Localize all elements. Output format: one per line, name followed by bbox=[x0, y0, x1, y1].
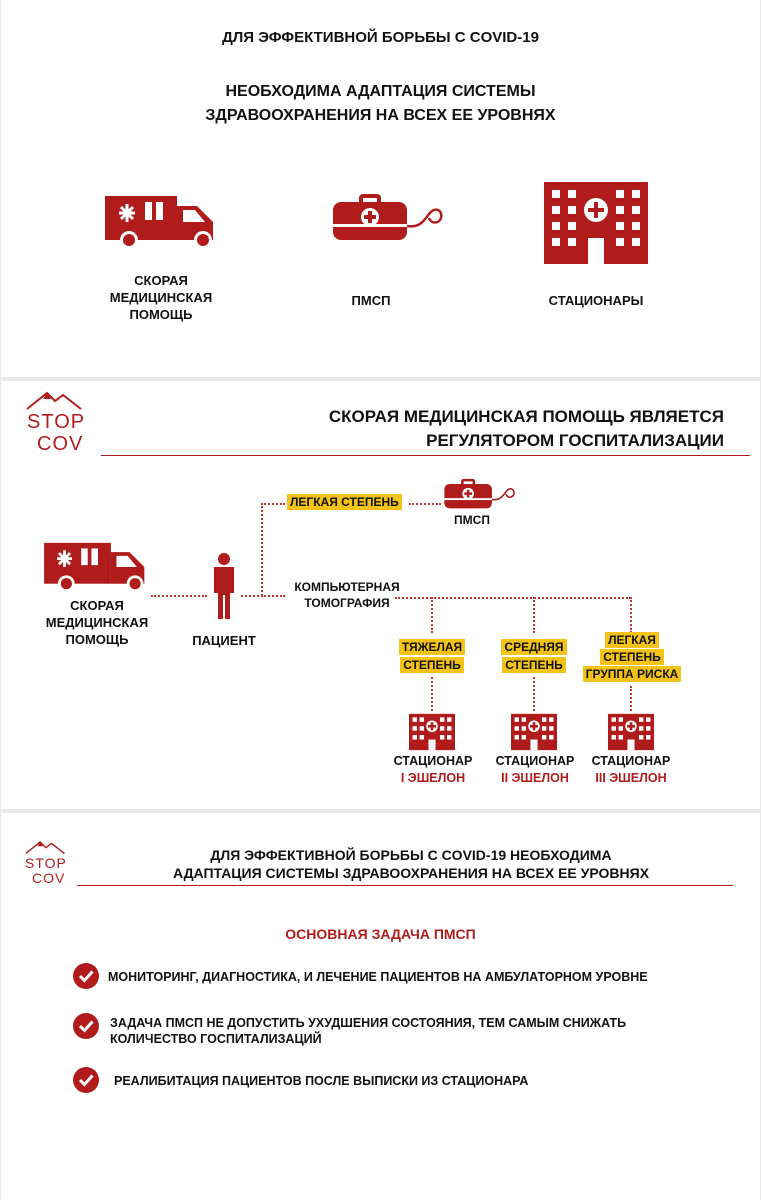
title-underline bbox=[101, 455, 750, 456]
task-item-2-line2: КОЛИЧЕСТВО ГОСПИТАЛИЗАЦИЙ bbox=[110, 1032, 322, 1046]
echelon-label-1: I ЭШЕЛОН bbox=[400, 771, 466, 785]
echelon-label-2: II ЭШЕЛОН bbox=[501, 771, 569, 785]
flow-pmsp-label: ПМСП bbox=[454, 513, 490, 527]
moderate-line1: СРЕДНЯЯ bbox=[501, 639, 566, 655]
tasks-header-underline bbox=[77, 885, 733, 886]
hospitals-label: СТАЦИОНАРЫ bbox=[548, 293, 644, 308]
panel-flow bbox=[1, 381, 760, 809]
hospital-icon bbox=[511, 713, 557, 751]
hospital-echelon-1 bbox=[381, 753, 485, 787]
check-icon bbox=[73, 1067, 99, 1093]
task-item-3: РЕАЛИБИТАЦИЯ ПАЦИЕНТОВ ПОСЛЕ ВЫПИСКИ ИЗ СТАЦИОНАРА bbox=[114, 1074, 529, 1088]
logo-stop: STOP bbox=[25, 855, 67, 871]
ambulance-icon bbox=[41, 541, 153, 593]
pmsp-label: ПМСП bbox=[351, 293, 391, 308]
flow-title-line1: СКОРАЯ МЕДИЦИНСКАЯ ПОМОЩЬ ЯВЛЯЕТСЯ bbox=[328, 407, 724, 426]
connector-to-ct bbox=[261, 595, 285, 597]
section-title: ОСНОВНАЯ ЗАДАЧА ПМСП bbox=[285, 926, 476, 942]
connector-branch-3 bbox=[630, 597, 632, 633]
hospital-echelon-2 bbox=[483, 753, 587, 787]
mild-severity-text: ЛЕГКАЯ СТЕПЕНЬ bbox=[287, 494, 402, 510]
hospital-icon bbox=[608, 713, 654, 751]
overview-subtitle-line2: ЗДРАВООХРАНЕНИЯ НА ВСЕХ ЕЕ УРОВНЯХ bbox=[205, 107, 556, 124]
logo-cov: COV bbox=[32, 870, 66, 886]
tasks-header bbox=[81, 846, 741, 882]
overview-subtitle bbox=[1, 80, 760, 128]
panel-pmsp-tasks bbox=[1, 813, 760, 1200]
hospital-label-3: СТАЦИОНАР bbox=[591, 754, 671, 768]
connector-patient-branch bbox=[241, 595, 263, 597]
patient-label: ПАЦИЕНТ bbox=[192, 633, 256, 648]
mild-severity-badge bbox=[287, 495, 402, 509]
connector-branch-vertical bbox=[261, 503, 263, 596]
echelon-label-3: III ЭШЕЛОН bbox=[595, 771, 667, 785]
hospital-echelon-3 bbox=[579, 753, 683, 787]
connector-moderate-hospital bbox=[533, 677, 535, 711]
mountain-icon bbox=[23, 389, 93, 411]
flow-ambulance-line1: СКОРАЯ bbox=[70, 598, 124, 613]
flow-ambulance-line2: МЕДИЦИНСКАЯ bbox=[45, 615, 149, 630]
hospital-label-1: СТАЦИОНАР bbox=[393, 754, 473, 768]
overview-title: ДЛЯ ЭФФЕКТИВНОЙ БОРЬБЫ С COVID-19 bbox=[222, 29, 539, 46]
hospital-icon bbox=[544, 182, 648, 264]
medical-bag-icon bbox=[443, 475, 519, 511]
severe-line1: ТЯЖЕЛАЯ bbox=[399, 639, 465, 655]
connector-mild-pmsp bbox=[409, 503, 441, 505]
connector-branch-2 bbox=[533, 597, 535, 633]
ct-label-line1: КОМПЬЮТЕРНАЯ bbox=[294, 580, 400, 594]
flow-ambulance-line3: ПОМОЩЬ bbox=[65, 632, 129, 647]
connector-severe-hospital bbox=[431, 677, 433, 711]
logo-stop: STOP bbox=[27, 411, 86, 433]
logo-cov: COV bbox=[37, 433, 84, 455]
overview-subtitle-line1: НЕОБХОДИМА АДАПТАЦИЯ СИСТЕМЫ bbox=[225, 83, 536, 100]
severe-line2: СТЕПЕНЬ bbox=[400, 657, 464, 673]
ambulance-label bbox=[81, 272, 241, 323]
tasks-header-line2: АДАПТАЦИЯ СИСТЕМЫ ЗДРАВООХРАНЕНИЯ НА ВСЕХ ЕЕ УРОВНЯХ bbox=[172, 865, 650, 881]
connector-to-mild bbox=[261, 503, 285, 505]
mild-risk-line3: ГРУППА РИСКА bbox=[583, 666, 682, 682]
patient-icon bbox=[209, 553, 239, 621]
panel-overview bbox=[1, 0, 760, 377]
flow-ambulance-label bbox=[27, 597, 167, 648]
ambulance-label-line1: СКОРАЯ bbox=[134, 273, 188, 288]
ambulance-icon bbox=[105, 194, 219, 250]
medical-bag-icon bbox=[331, 188, 449, 244]
flow-title bbox=[329, 405, 724, 453]
tasks-header-line1: ДЛЯ ЭФФЕКТИВНОЙ БОРЬБЫ С COVID-19 НЕОБХОДИМА bbox=[210, 847, 612, 863]
hospital-label-2: СТАЦИОНАР bbox=[495, 754, 575, 768]
hospital-icon bbox=[409, 713, 455, 751]
mountain-icon bbox=[23, 839, 73, 855]
mild-risk-line1: ЛЕГКАЯ bbox=[605, 632, 659, 648]
moderate-severity-badge bbox=[493, 638, 575, 674]
ambulance-label-line3: ПОМОЩЬ bbox=[129, 307, 193, 322]
moderate-line2: СТЕПЕНЬ bbox=[502, 657, 566, 673]
severe-severity-badge bbox=[391, 638, 473, 674]
task-item-2 bbox=[110, 1015, 626, 1047]
stopcov-logo bbox=[23, 389, 93, 457]
mild-risk-line2: СТЕПЕНЬ bbox=[600, 649, 664, 665]
connector-branch-1 bbox=[431, 597, 433, 633]
ambulance-label-line2: МЕДИЦИНСКАЯ bbox=[109, 290, 213, 305]
ct-label bbox=[285, 579, 409, 611]
task-item-2-line1: ЗАДАЧА ПМСП НЕ ДОПУСТИТЬ УХУДШЕНИЯ СОСТОЯНИЯ, ТЕМ САМЫМ СНИЖАТЬ bbox=[110, 1016, 627, 1030]
stopcov-logo bbox=[23, 839, 73, 889]
mild-risk-severity-badge bbox=[573, 632, 691, 683]
connector-ambulance-patient bbox=[151, 595, 207, 597]
connector-mild-risk-hospital bbox=[630, 686, 632, 711]
task-item-1: МОНИТОРИНГ, ДИАГНОСТИКА, И ЛЕЧЕНИЕ ПАЦИЕНТОВ НА АМБУЛАТОРНОМ УРОВНЕ bbox=[108, 970, 648, 984]
ct-label-line2: ТОМОГРАФИЯ bbox=[304, 596, 390, 610]
check-icon bbox=[73, 963, 99, 989]
flow-title-line2: РЕГУЛЯТОРОМ ГОСПИТАЛИЗАЦИИ bbox=[426, 431, 724, 450]
check-icon bbox=[73, 1013, 99, 1039]
